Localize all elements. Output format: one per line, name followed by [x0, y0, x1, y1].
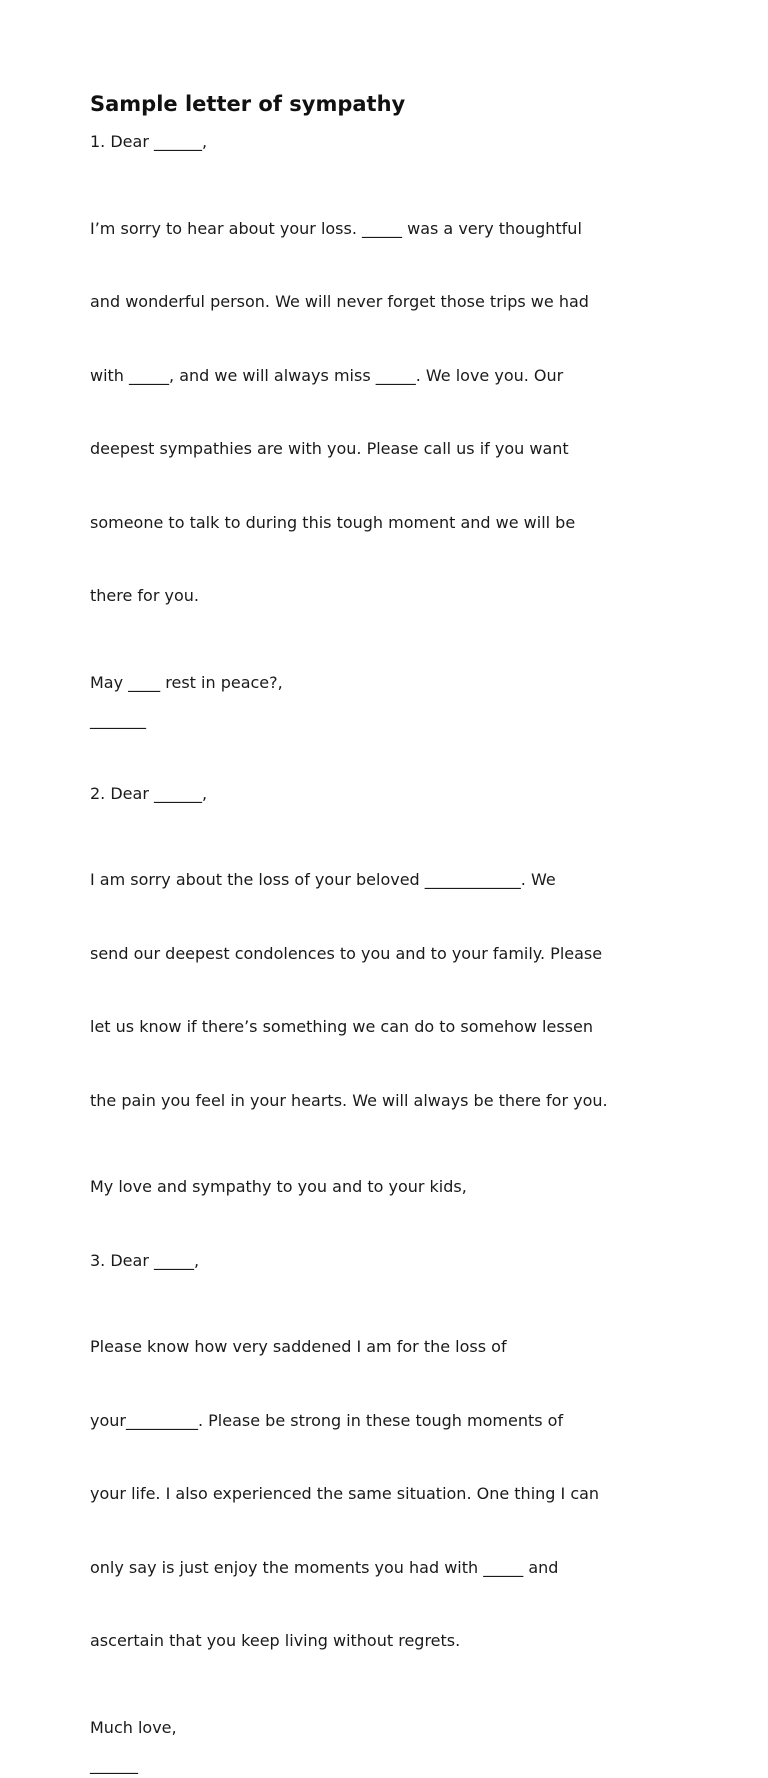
letter-2-body-line: I am sorry about the loss of your beloved ____________. We — [90, 870, 556, 889]
letter-3-body-line: your life. I also experienced the same situation. One thing I can — [90, 1484, 600, 1503]
letter-1-body-line: with _____, and we will always miss _____. We love you. Our — [90, 365, 564, 385]
letter-3 — [90, 1249, 690, 1778]
letter-2-body-line: the pain you feel in your hearts. We will always be there for you. — [90, 1090, 608, 1110]
letter-3-greeting: 3. Dear _____, — [90, 1250, 200, 1270]
letter-1-closing: May ____ rest in peace?, — [90, 672, 283, 692]
letter-1-body-line: there for you. — [90, 586, 199, 605]
letter-1-body-line: someone to talk to during this tough moment and we will be — [90, 512, 576, 532]
letter-1-signature: _______ — [90, 710, 146, 729]
letter-3-body — [90, 1286, 690, 1703]
letter-2-body-line: let us know if there’s something we can do to somehow lessen — [90, 1017, 593, 1036]
document-page — [90, 86, 690, 1778]
letter-1-body-line: and wonderful person. We will never forget those trips we had — [90, 292, 589, 311]
letter-1-body-line: I’m sorry to hear about your loss. _____ was a very thoughtful — [90, 218, 582, 238]
document-title: Sample letter of sympathy — [90, 92, 406, 116]
letter-3-body-line: your_________. Please be strong in these tough moments of — [90, 1410, 564, 1430]
letter-3-body-line: Please know how very saddened I am for the loss of — [90, 1337, 507, 1356]
letter-2-body-line: send our deepest condolences to you and to your family. Please — [90, 943, 603, 963]
letter-3-closing: Much love, — [90, 1717, 177, 1737]
letter-2-body — [90, 819, 690, 1162]
letter-3-signature: ______ — [90, 1755, 138, 1774]
letter-1-greeting: 1. Dear ______, — [90, 132, 208, 151]
letter-1 — [90, 130, 690, 733]
letter-2-closing: My love and sympathy to you and to your kids, — [90, 1177, 467, 1196]
letter-spacer — [90, 733, 690, 782]
letter-spacer — [90, 1213, 690, 1249]
letter-2-greeting: 2. Dear ______, — [90, 783, 208, 803]
letter-2 — [90, 782, 690, 1200]
letter-1-body-line: deepest sympathies are with you. Please call us if you want — [90, 439, 569, 458]
letter-1-body — [90, 168, 690, 658]
letter-3-body-line: ascertain that you keep living without regrets. — [90, 1631, 461, 1650]
letter-3-body-line: only say is just enjoy the moments you had with _____ and — [90, 1557, 559, 1577]
